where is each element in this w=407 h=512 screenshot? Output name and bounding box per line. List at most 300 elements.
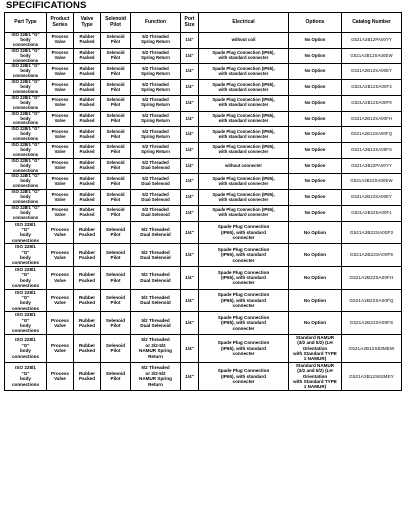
cell-product-series bbox=[47, 64, 74, 80]
cell-options bbox=[289, 143, 342, 159]
cell-options-line: No Option bbox=[304, 36, 326, 42]
cell-valve-type-line: Packed bbox=[79, 180, 95, 186]
cell-electrical-line: (IP65), with standard bbox=[221, 274, 266, 280]
cell-selenoid-pilot-line: Selenoid bbox=[106, 50, 125, 56]
cell-selenoid-pilot bbox=[101, 127, 131, 143]
cell-valve-type-line: Rubber bbox=[79, 175, 95, 181]
cell-selenoid-pilot-line: Pilot bbox=[110, 133, 121, 139]
cell-product-series bbox=[47, 244, 74, 267]
cell-catalog-number: G521A2B12S63MEW bbox=[342, 334, 402, 362]
cell-product-series-line: Valve bbox=[54, 180, 66, 186]
cell-catalog-number: G521A2B22SA00EW bbox=[342, 174, 402, 190]
cell-valve-type bbox=[74, 174, 101, 190]
cell-options-line: (3/2 and 5/2) (LH bbox=[297, 340, 333, 346]
cell-selenoid-pilot-line: Selenoid bbox=[105, 272, 126, 278]
cell-valve-type-line: Packed bbox=[79, 70, 95, 76]
cell-valve-type-line: Rubber bbox=[79, 144, 95, 150]
cell-function-line: 5/2 Threaded bbox=[142, 207, 169, 213]
cell-function-line: 5/2 Threaded bbox=[142, 128, 169, 134]
cell-valve-type-line: Rubber bbox=[78, 272, 96, 278]
cell-electrical-line: Spade Plug Connection (IP65), bbox=[212, 65, 275, 71]
cell-product-series-line: Process bbox=[51, 97, 69, 103]
cell-selenoid-pilot-line: Pilot bbox=[110, 196, 121, 202]
cell-options-line: Orientation bbox=[302, 373, 328, 379]
cell-options-line: No Option bbox=[303, 320, 327, 326]
cell-electrical-line: with standard connecter bbox=[218, 117, 269, 123]
cell-part-type-line: body bbox=[20, 36, 31, 42]
cell-part-type bbox=[5, 244, 47, 267]
table-row bbox=[5, 244, 402, 267]
cell-function bbox=[131, 362, 181, 390]
cell-electrical bbox=[199, 33, 289, 49]
cell-selenoid-pilot-line: Pilot bbox=[110, 117, 121, 123]
cell-valve-type bbox=[74, 80, 101, 96]
cell-electrical-line: Spade Plug Connection (IP65), bbox=[212, 128, 275, 134]
cell-electrical-line: with standard connecter bbox=[218, 102, 269, 108]
cell-electrical bbox=[199, 127, 289, 143]
cell-part-type-line: connections bbox=[12, 183, 39, 189]
cell-valve-type-line: Packed bbox=[79, 86, 95, 92]
cell-electrical-line: with standard connecter bbox=[218, 133, 269, 139]
cell-electrical-line: Spade Plug Connection (IP65), bbox=[212, 191, 275, 197]
cell-options-line: No Option bbox=[304, 115, 326, 121]
cell-electrical-line: Spade Plug Connection (IP65), bbox=[212, 175, 275, 181]
cell-valve-type-line: Packed bbox=[79, 117, 95, 123]
cell-part-type-line: "G" bbox=[21, 317, 30, 323]
cell-selenoid-pilot-line: Pilot bbox=[110, 255, 121, 261]
cell-selenoid-pilot bbox=[101, 80, 131, 96]
cell-options bbox=[289, 221, 342, 244]
cell-product-series-line: Process bbox=[51, 317, 69, 323]
cell-catalog-number: G521A2B12SA00FS bbox=[342, 143, 402, 159]
cell-part-type bbox=[5, 33, 47, 49]
cell-options bbox=[289, 127, 342, 143]
cell-product-series-line: Valve bbox=[54, 255, 66, 261]
cell-part-type-line: ISO 228/1 bbox=[15, 365, 36, 371]
cell-part-type-line: connections bbox=[12, 214, 39, 220]
cell-options-line: No Option bbox=[303, 297, 327, 303]
cell-product-series bbox=[47, 143, 74, 159]
cell-options bbox=[289, 158, 342, 174]
cell-function bbox=[131, 33, 181, 49]
cell-function-line: Spring Return bbox=[141, 133, 170, 139]
cell-function bbox=[131, 174, 181, 190]
cell-selenoid-pilot-line: Pilot bbox=[110, 348, 121, 354]
cell-part-type bbox=[5, 174, 47, 190]
cell-part-type-line: connections bbox=[11, 283, 40, 289]
cell-product-series-line: Valve bbox=[54, 149, 66, 155]
cell-valve-type bbox=[74, 334, 101, 362]
cell-function-line: Spring Return bbox=[141, 149, 170, 155]
cell-part-type-line: body bbox=[20, 194, 31, 200]
cell-part-type-line: body bbox=[20, 162, 31, 168]
cell-product-series-line: Process bbox=[51, 175, 69, 181]
cell-selenoid-pilot-line: Selenoid bbox=[106, 34, 125, 40]
cell-part-type-line: connections bbox=[12, 151, 39, 157]
cell-valve-type-line: Rubber bbox=[79, 191, 95, 197]
cell-product-series bbox=[47, 127, 74, 143]
cell-electrical bbox=[199, 48, 289, 64]
cell-selenoid-pilot-line: Selenoid bbox=[106, 191, 125, 197]
cell-selenoid-pilot bbox=[101, 64, 131, 80]
cell-selenoid-pilot bbox=[101, 48, 131, 64]
cell-options bbox=[289, 64, 342, 80]
cell-selenoid-pilot-line: Pilot bbox=[110, 70, 121, 76]
cell-part-type-line: ISO 228/1 bbox=[15, 337, 36, 343]
cell-electrical-line: with standard connecter bbox=[218, 149, 269, 155]
cell-function-line: 5/2 Threaded bbox=[142, 144, 169, 150]
cell-options-line: 1 NAMUR) bbox=[303, 384, 327, 390]
cell-product-series-line: Process bbox=[51, 113, 69, 119]
cell-electrical-line: with standard connecter bbox=[218, 86, 269, 92]
cell-product-series-line: Process bbox=[51, 65, 69, 71]
table-row bbox=[5, 266, 402, 289]
cell-options bbox=[289, 174, 342, 190]
cell-part-type-line: ISO 228/1 bbox=[15, 289, 36, 295]
cell-options bbox=[289, 80, 342, 96]
cell-electrical-line: with standard connecter bbox=[218, 196, 269, 202]
cell-part-type-line: ISO 228/1 bbox=[15, 221, 36, 227]
cell-function bbox=[131, 289, 181, 312]
cell-catalog-number: G521A2B22SA00FS bbox=[342, 312, 402, 335]
table-row bbox=[5, 33, 402, 49]
cell-part-type-line: body bbox=[20, 376, 31, 382]
table-row bbox=[5, 362, 402, 390]
cell-part-type bbox=[5, 111, 47, 127]
cell-valve-type bbox=[74, 48, 101, 64]
cell-function-line: Spring Return bbox=[141, 86, 170, 92]
cell-catalog-number: G521A2B12SA00EW bbox=[342, 48, 402, 64]
table-row bbox=[5, 48, 402, 64]
cell-catalog-number: G521A2B22SA00FQ bbox=[342, 289, 402, 312]
cell-valve-type-line: Rubber bbox=[79, 65, 95, 71]
cell-selenoid-pilot bbox=[101, 362, 131, 390]
cell-valve-type-line: Packed bbox=[79, 133, 95, 139]
cell-part-type-line: connections bbox=[11, 353, 40, 359]
cell-part-type-line: ISO 228/1 "G" bbox=[11, 32, 40, 37]
cell-product-series-line: Process bbox=[51, 342, 69, 348]
cell-options-line: No Option bbox=[304, 209, 326, 215]
cell-part-type-line: ISO 228/1 "G" bbox=[11, 95, 40, 100]
cell-electrical-line: without coil bbox=[231, 36, 256, 42]
cell-catalog-number: G521A2B12SA00FQ bbox=[342, 127, 402, 143]
cell-product-series-line: Process bbox=[51, 34, 69, 40]
cell-selenoid-pilot bbox=[101, 174, 131, 190]
cell-port-size: 1/4" bbox=[181, 362, 199, 390]
cell-options-line: Standard NAMUR bbox=[295, 362, 335, 368]
cell-product-series-line: Valve bbox=[54, 196, 66, 202]
cell-product-series bbox=[47, 95, 74, 111]
cell-part-type-line: "G" bbox=[21, 227, 30, 233]
cell-part-type-line: ISO 228/1 "G" bbox=[11, 173, 40, 179]
cell-catalog-number: G521A2B12SA00FH bbox=[342, 111, 402, 127]
cell-product-series-line: Process bbox=[51, 50, 69, 56]
cell-part-type-line: ISO 228/1 bbox=[15, 312, 36, 318]
cell-electrical bbox=[199, 158, 289, 174]
cell-electrical bbox=[199, 64, 289, 80]
cell-valve-type-line: Rubber bbox=[78, 370, 96, 376]
column-header-options: Options bbox=[289, 13, 342, 33]
cell-catalog-number: G521A2B22SA00EY bbox=[342, 190, 402, 206]
cell-selenoid-pilot-line: Selenoid bbox=[105, 249, 126, 255]
cell-valve-type-line: Packed bbox=[79, 102, 95, 108]
cell-product-series-line: Process bbox=[51, 81, 69, 87]
specifications-table bbox=[4, 12, 402, 391]
cell-electrical bbox=[199, 312, 289, 335]
cell-port-size: 1/4" bbox=[181, 64, 199, 80]
cell-valve-type bbox=[74, 221, 101, 244]
cell-port-size: 1/4" bbox=[181, 244, 199, 267]
table-row bbox=[5, 158, 402, 174]
cell-options-line: No Option bbox=[304, 178, 326, 184]
cell-product-series-line: Process bbox=[51, 370, 69, 376]
cell-part-type-line: "G" bbox=[21, 370, 30, 376]
cell-function bbox=[131, 80, 181, 96]
cell-valve-type bbox=[74, 127, 101, 143]
cell-function-line: Spring Return bbox=[141, 70, 170, 76]
cell-selenoid-pilot-line: Selenoid bbox=[106, 97, 125, 103]
cell-function-line: Dual Selenoid bbox=[141, 165, 170, 171]
cell-part-type-line: "G" bbox=[21, 342, 30, 348]
cell-selenoid-pilot-line: Selenoid bbox=[106, 113, 125, 119]
cell-part-type bbox=[5, 266, 47, 289]
cell-electrical-line: connecter bbox=[232, 325, 255, 331]
cell-valve-type bbox=[74, 158, 101, 174]
cell-selenoid-pilot-line: Selenoid bbox=[106, 128, 125, 134]
cell-part-type-line: connections bbox=[11, 260, 40, 266]
cell-port-size: 1/4" bbox=[181, 127, 199, 143]
cell-catalog-number: G521A2B12SA00EY bbox=[342, 64, 402, 80]
cell-product-series bbox=[47, 111, 74, 127]
cell-options-line: No Option bbox=[304, 99, 326, 105]
table-row bbox=[5, 143, 402, 159]
cell-product-series-line: Valve bbox=[54, 322, 66, 328]
cell-electrical-line: Spade Plug Connection (IP65), bbox=[212, 97, 275, 103]
cell-product-series-line: Process bbox=[51, 128, 69, 134]
cell-selenoid-pilot-line: Selenoid bbox=[105, 317, 126, 323]
cell-port-size: 1/4" bbox=[181, 111, 199, 127]
cell-function bbox=[131, 244, 181, 267]
table-row bbox=[5, 111, 402, 127]
cell-options-line: Standard NAMUR bbox=[295, 334, 335, 340]
cell-port-size: 1/4" bbox=[181, 312, 199, 335]
cell-valve-type-line: Packed bbox=[79, 39, 95, 45]
cell-product-series bbox=[47, 190, 74, 206]
column-header-part-type: Part Type bbox=[5, 13, 47, 33]
cell-part-type-line: body bbox=[20, 99, 31, 105]
cell-valve-type bbox=[74, 95, 101, 111]
cell-valve-type-line: Rubber bbox=[79, 128, 95, 134]
cell-function-line: 5/2 Threaded bbox=[142, 191, 169, 197]
cell-valve-type-line: Packed bbox=[78, 232, 96, 238]
cell-product-series bbox=[47, 362, 74, 390]
cell-electrical bbox=[199, 221, 289, 244]
cell-selenoid-pilot-line: Pilot bbox=[110, 55, 121, 61]
cell-catalog-number: G521A2B22SA00FH bbox=[342, 266, 402, 289]
cell-options bbox=[289, 312, 342, 335]
column-header-port-size: Port Size bbox=[181, 13, 199, 33]
cell-electrical-line: Spade Plug Connection bbox=[217, 292, 270, 298]
column-header-electrical: Electrical bbox=[199, 13, 289, 33]
cell-function-line: Spring Return bbox=[141, 39, 170, 45]
cell-valve-type-line: Packed bbox=[79, 212, 95, 218]
cell-valve-type-line: Rubber bbox=[79, 34, 95, 40]
cell-function-line: 5/2 Threaded bbox=[142, 81, 169, 87]
cell-options-line: No Option bbox=[303, 274, 327, 280]
cell-function-line: Dual Selenoid bbox=[141, 196, 170, 202]
cell-part-type-line: connections bbox=[12, 57, 39, 63]
cell-product-series-line: Process bbox=[51, 207, 69, 213]
cell-part-type-line: "G" bbox=[21, 272, 30, 278]
cell-selenoid-pilot-line: Pilot bbox=[110, 86, 121, 92]
cell-options bbox=[289, 48, 342, 64]
table-row bbox=[5, 221, 402, 244]
cell-part-type-line: body bbox=[20, 348, 31, 354]
cell-product-series-line: Process bbox=[51, 191, 69, 197]
cell-part-type-line: connections bbox=[12, 88, 39, 94]
cell-selenoid-pilot bbox=[101, 158, 131, 174]
cell-function-line: Spring Return bbox=[141, 117, 170, 123]
cell-part-type-line: ISO 228/1 bbox=[15, 244, 36, 250]
cell-electrical-line: Spade Plug Connection bbox=[217, 269, 270, 275]
cell-port-size: 1/4" bbox=[181, 158, 199, 174]
table-row bbox=[5, 190, 402, 206]
cell-part-type-line: connections bbox=[11, 381, 40, 387]
cell-function bbox=[131, 158, 181, 174]
cell-selenoid-pilot-line: Selenoid bbox=[106, 81, 125, 87]
cell-product-series-line: Process bbox=[51, 227, 69, 233]
cell-valve-type-line: Rubber bbox=[79, 207, 95, 213]
cell-options-line: No Option bbox=[304, 68, 326, 74]
cell-function bbox=[131, 190, 181, 206]
cell-selenoid-pilot-line: Selenoid bbox=[105, 370, 126, 376]
cell-product-series-line: Valve bbox=[54, 232, 66, 238]
cell-function-line: Return bbox=[148, 353, 163, 359]
column-header-product-series: Product Series bbox=[47, 13, 74, 33]
cell-part-type bbox=[5, 334, 47, 362]
cell-function-line: 5/2 Threaded bbox=[141, 365, 170, 371]
cell-options bbox=[289, 205, 342, 221]
cell-electrical bbox=[199, 95, 289, 111]
cell-options-line: No Option bbox=[304, 131, 326, 137]
cell-part-type-line: connections bbox=[12, 73, 39, 79]
cell-selenoid-pilot bbox=[101, 205, 131, 221]
cell-product-series-line: Process bbox=[51, 144, 69, 150]
cell-electrical-line: connecter bbox=[232, 379, 255, 384]
cell-part-type bbox=[5, 80, 47, 96]
cell-part-type-line: "G" bbox=[21, 294, 30, 300]
cell-part-type-line: ISO 228/1 "G" bbox=[11, 142, 40, 148]
cell-function-line: 5/2 Threaded bbox=[142, 97, 169, 103]
cell-function bbox=[131, 221, 181, 244]
cell-function bbox=[131, 334, 181, 362]
table-header-row bbox=[5, 13, 402, 33]
cell-selenoid-pilot-line: Selenoid bbox=[106, 65, 125, 71]
cell-product-series-line: Process bbox=[51, 272, 69, 278]
cell-product-series-line: Valve bbox=[54, 117, 66, 123]
cell-product-series-line: Process bbox=[51, 249, 69, 255]
cell-valve-type-line: Packed bbox=[78, 348, 96, 354]
cell-options-line: No Option bbox=[304, 146, 326, 152]
cell-valve-type bbox=[74, 266, 101, 289]
cell-electrical-line: Spade Plug Connection (IP65), bbox=[212, 81, 275, 87]
cell-part-type-line: ISO 228/1 "G" bbox=[11, 63, 40, 69]
cell-function-line: 5/2 Threaded bbox=[141, 337, 170, 343]
cell-part-type-line: body bbox=[20, 209, 31, 215]
cell-selenoid-pilot-line: Selenoid bbox=[106, 160, 125, 166]
cell-product-series-line: Valve bbox=[54, 212, 66, 218]
cell-function-line: 5/2 Threaded bbox=[142, 113, 169, 119]
cell-electrical-line: (IP65), with standard bbox=[221, 229, 266, 235]
cell-selenoid-pilot-line: Pilot bbox=[110, 300, 121, 306]
cell-product-series-line: Valve bbox=[54, 102, 66, 108]
cell-product-series-line: Valve bbox=[54, 70, 66, 76]
cell-selenoid-pilot-line: Selenoid bbox=[106, 144, 125, 150]
cell-port-size: 1/4" bbox=[181, 143, 199, 159]
cell-catalog-number: G521A2B12S63MEY bbox=[342, 362, 402, 390]
cell-electrical-line: connecter bbox=[232, 235, 255, 241]
cell-electrical bbox=[199, 205, 289, 221]
cell-product-series bbox=[47, 266, 74, 289]
cell-electrical-line: Spade Plug Connection bbox=[217, 314, 270, 320]
cell-selenoid-pilot bbox=[101, 334, 131, 362]
page-title: SPECIFICATIONS bbox=[6, 0, 87, 11]
cell-options bbox=[289, 33, 342, 49]
cell-options-line: No Option bbox=[304, 52, 326, 58]
cell-valve-type-line: Packed bbox=[79, 196, 95, 202]
cell-selenoid-pilot bbox=[101, 312, 131, 335]
cell-product-series-line: Valve bbox=[54, 39, 66, 45]
cell-options-line: Orientation bbox=[302, 345, 328, 351]
cell-catalog-number: G521A2B22SA00F9 bbox=[342, 244, 402, 267]
cell-valve-type-line: Rubber bbox=[79, 50, 95, 56]
cell-part-type-line: ISO 228/1 "G" bbox=[11, 48, 40, 53]
cell-selenoid-pilot bbox=[101, 95, 131, 111]
cell-selenoid-pilot-line: Pilot bbox=[110, 212, 121, 218]
cell-catalog-number: G521A2B12PA00YY bbox=[342, 33, 402, 49]
cell-function-line: Dual Selenoid bbox=[140, 232, 171, 238]
cell-product-series bbox=[47, 48, 74, 64]
cell-electrical-line: with standard connecter bbox=[218, 70, 269, 76]
cell-part-type-line: ISO 228/1 bbox=[15, 266, 36, 272]
cell-product-series-line: Valve bbox=[54, 348, 66, 354]
cell-electrical bbox=[199, 244, 289, 267]
cell-valve-type-line: Packed bbox=[79, 149, 95, 155]
cell-valve-type bbox=[74, 111, 101, 127]
cell-electrical bbox=[199, 190, 289, 206]
cell-part-type-line: body bbox=[20, 232, 31, 238]
cell-selenoid-pilot-line: Selenoid bbox=[105, 227, 126, 233]
table-row bbox=[5, 127, 402, 143]
cell-options-line: No Option bbox=[304, 84, 326, 90]
cell-product-series-line: Valve bbox=[54, 376, 66, 382]
cell-part-type-line: connections bbox=[11, 237, 40, 243]
cell-product-series bbox=[47, 158, 74, 174]
cell-function-line: Dual Selenoid bbox=[140, 300, 171, 306]
table-row bbox=[5, 80, 402, 96]
cell-electrical bbox=[199, 266, 289, 289]
cell-selenoid-pilot-line: Selenoid bbox=[105, 294, 126, 300]
cell-function-line: 5/2 Threaded bbox=[141, 272, 170, 278]
cell-electrical-line: with standard connecter bbox=[218, 212, 269, 218]
table-row bbox=[5, 174, 402, 190]
cell-selenoid-pilot bbox=[101, 143, 131, 159]
cell-product-series bbox=[47, 33, 74, 49]
cell-port-size: 1/4" bbox=[181, 266, 199, 289]
cell-options bbox=[289, 334, 342, 362]
cell-part-type bbox=[5, 143, 47, 159]
cell-function-line: 5/2 Threaded bbox=[141, 317, 170, 323]
